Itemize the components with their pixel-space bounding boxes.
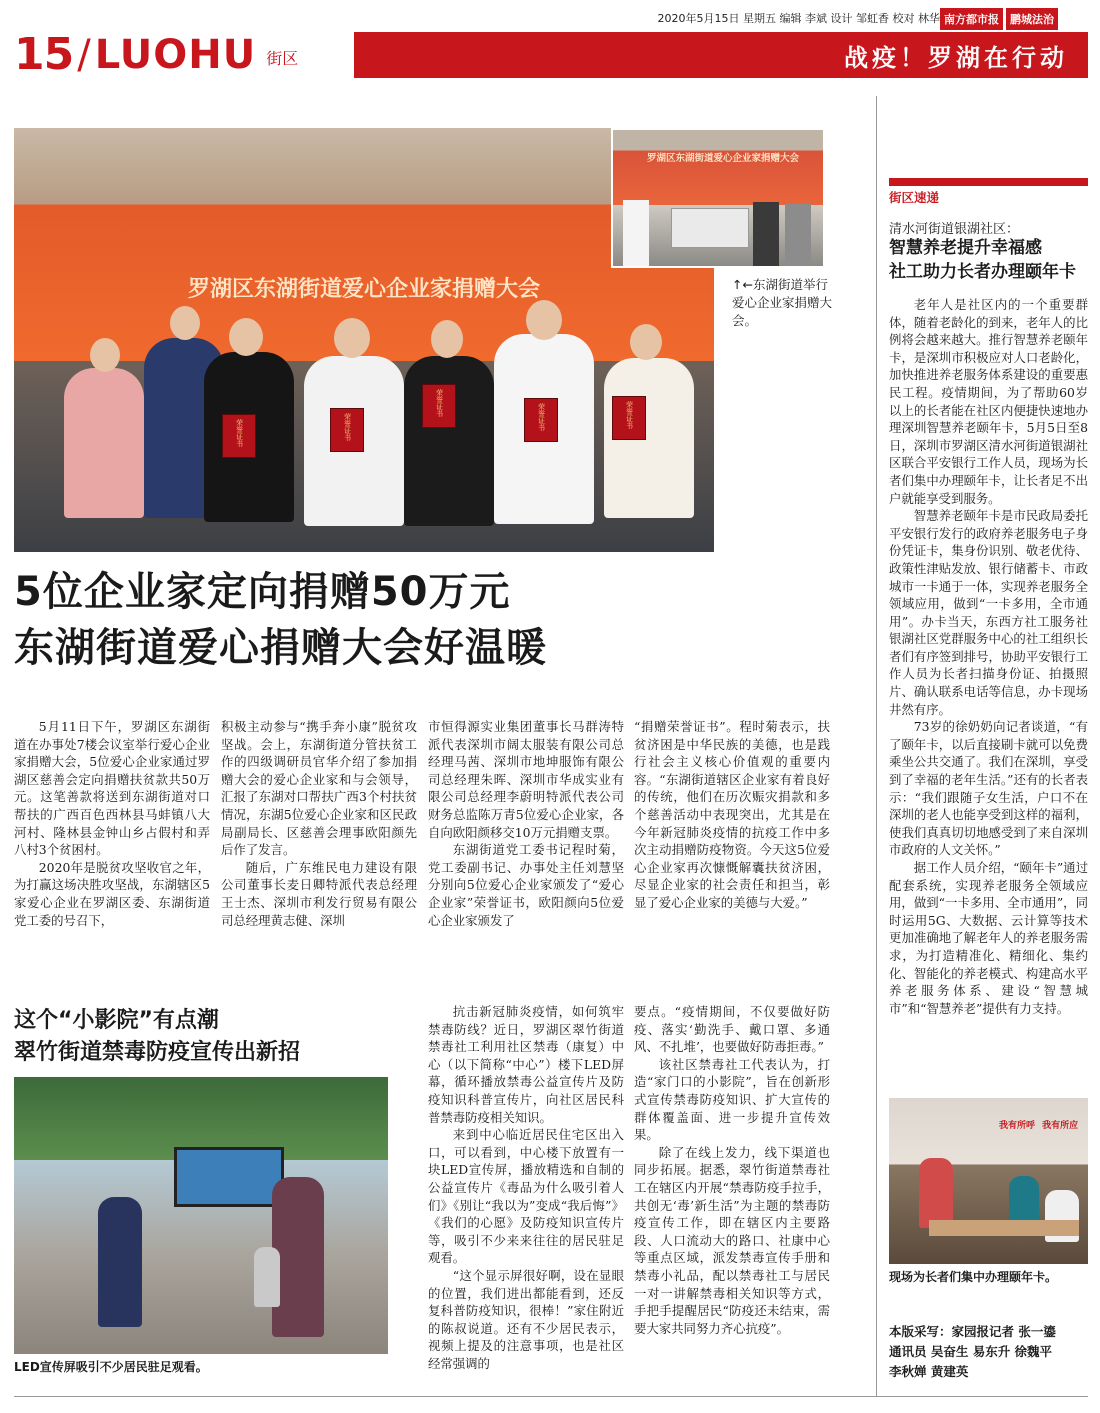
main-photo-donation-ceremony xyxy=(14,128,714,552)
photo-head xyxy=(170,306,200,340)
credits-line: 通讯员 吴奋生 易东升 徐魏平 xyxy=(889,1344,1053,1359)
photo-person xyxy=(98,1197,142,1327)
donation-check-board xyxy=(671,208,749,248)
led-screen xyxy=(174,1147,284,1207)
second-story-column-2 xyxy=(634,1003,830,1337)
paragraph: 积极主动参与“携手奔小康”脱贫攻坚战。会上，东湖街道分管扶贫工作的四级调研员官华介绍了参加捐赠大会的爱心企业家和与会领导，汇报了东湖对口帮扶广西3个村扶贫情况，东湖5位爱心企业家和区民政局副局长、区慈善会理事欧阳颜先后作了发言。 xyxy=(221,719,417,858)
paragraph: “这个显示屏很好啊，设在显眼的位置，我们进出都能看到，还反复科普防疫知识，很棒！”家住附近的陈叔说道。还有不少居民表示，视频上提及的注意事项，也是社区经常强调的 xyxy=(428,1267,624,1371)
section-name-cn: 街区 xyxy=(266,49,299,68)
paragraph: “捐赠荣誉证书”。程时菊表示，扶贫济困是中华民族的美德，也是践行社会主义核心价值观的重要内容。“东湖街道辖区企业家有着良好的传统，他们在历次赈灾捐款和多个慈善活动中表现突出，尤其是在今年新冠肺炎疫情的抗疫工作中多次主动捐赠防疫物资。今天这5位爱心企业家再次慷慨解囊扶贫济困，尽显企业家的社会责任和担当，彰显了爱心企业家的美德与大爱。” xyxy=(634,719,830,910)
paragraph: 2020年是脱贫攻坚收官之年，为打赢这场决胜攻坚战，东湖辖区5家爱心企业在罗湖区委、东湖街道党工委的号召下， xyxy=(14,859,210,928)
second-photo-caption: LED宣传屏吸引不少居民驻足观看。 xyxy=(14,1360,208,1374)
paragraph: 随后，广东维民电力建设有限公司董事长麦日卿特派代表总经理王士杰、深圳市利发行贸易有限公司总经理黄志健、深圳 xyxy=(221,859,417,928)
wall-sign xyxy=(999,1118,1085,1131)
main-story-column-1 xyxy=(14,718,210,929)
small-photo-caption: ↑←东湖街道举行爱心企业家捐赠大会。 xyxy=(732,277,833,328)
photo-person xyxy=(254,1247,280,1307)
paragraph: 73岁的徐奶奶向记者谈道，“有了颐年卡，以后直接刷卡就可以免费乘坐公共交通了。我们在深圳，享受到了幸福的老年生活。”还有的长者表示：“我们跟随子女生活，户口不在深圳的老人也能享受到这样的福利，使我们真真切切地感受到了来自深圳市政府的人文关怀。” xyxy=(889,719,1088,858)
small-photo-banner-text: 罗湖区东湖街道爱心企业家捐赠大会 xyxy=(646,153,799,164)
photo-person xyxy=(919,1158,953,1228)
photo-person xyxy=(404,356,494,526)
page-slash: / xyxy=(77,32,91,78)
photo-person xyxy=(753,202,779,266)
paragraph: 5月11日下午，罗湖区东湖街道在办事处7楼会议室举行爱心企业家捐赠大会，5位爱心企业家通过罗湖区慈善会定向捐赠扶贫款共50万元。这笔善款将送到东湖街道对口帮扶的广西百色西林县马蚌镇八大河村、隆林县金钟山乡占假村和弄八村3个贫困村。 xyxy=(14,719,210,858)
honor-certificate xyxy=(422,384,456,428)
honor-certificate xyxy=(330,408,364,452)
main-story-column-4 xyxy=(634,718,830,912)
paragraph: 来到中心临近居民住宅区出入口，可以看到，中心楼下放置有一块LED宣传屏，播放精选和自制的公益宣传片《毒品为什么吸引着人们》《别让“我以为”变成“我后悔”》《我们的心愿》及防疫知识宣传片等，吸引不少来来往往的居民驻足观看。 xyxy=(428,1127,624,1266)
brand-logo-main: 南方都市报 xyxy=(940,8,1003,30)
photo-person xyxy=(64,368,144,518)
paragraph: 智慧养老颐年卡是市民政局委托平安银行发行的政府养老服务电子身份凭证卡，集身份识别、敬老优待、政策性津贴发放、银行储蓄卡、市政城市一卡通于一体，实现养老服务全领域应用，做到“一卡多用，全市通用”。办卡当天，东西方社工服务社银湖社区党群服务中心的社工组织长者们有序签到排号，协助平安银行工作人员为长者扫描身份证、拍摄照片、确认联系电话等信息，办卡现场井然有序。 xyxy=(889,508,1088,717)
photo-person xyxy=(623,200,649,266)
photo-head xyxy=(90,338,120,372)
second-headline-line-1: 这个“小影院”有点潮 xyxy=(14,1008,219,1033)
honor-certificate xyxy=(222,414,256,458)
rail-headline-line-1: 智慧养老提升幸福感 xyxy=(889,238,1042,258)
certificate-label: 荣誉证书 xyxy=(235,419,244,447)
photo-led-screen-street xyxy=(14,1077,388,1354)
small-photo-check-presentation xyxy=(611,128,825,268)
main-story-column-3 xyxy=(428,718,624,929)
photo-seniors-card-registration xyxy=(889,1098,1088,1264)
paragraph: 除了在线上发力，线下渠道也同步拓展。据悉，翠竹街道禁毒社工在辖区内开展“禁毒防疫手拉手，共创无‘毒’新生活”为主题的禁毒防疫宣传工作，即在辖区内主要路段、人口流动大的路口、社康中心等重点区域，派发禁毒宣传手册和禁毒小礼品，配以禁毒社工与居民一对一讲解禁毒相关知识等方式，手把手提醒居民“防疫还未结束，需要大家共同努力齐心抗疫”。 xyxy=(634,1144,830,1336)
main-story-column-2 xyxy=(221,718,417,929)
wall-sign-text: 我有所呼 xyxy=(999,1121,1036,1131)
rail-section-label: 街区速递 xyxy=(889,190,940,205)
rail-headline-line-2: 社工助力长者办理颐年卡 xyxy=(889,262,1076,282)
header-red-band xyxy=(304,32,1088,78)
rail-story-body xyxy=(889,296,1088,1017)
second-headline-line-2: 翠竹街道禁毒防疫宣传出新招 xyxy=(14,1040,301,1065)
main-headline-line-2: 东湖街道爱心捐赠大会好温暖 xyxy=(14,625,547,671)
page-number: 15 xyxy=(14,29,74,80)
certificate-label: 荣誉证书 xyxy=(435,389,444,417)
honor-certificate xyxy=(524,398,558,442)
photo-banner-text: 罗湖区东湖街道爱心企业家捐赠大会 xyxy=(187,277,540,302)
rail-kicker: 清水河街道银湖社区： xyxy=(889,222,1020,237)
issue-meta-line: 2020年5月15日 星期五 编辑 李斌 设计 邹虹香 校对 林华 xyxy=(657,12,940,25)
paragraph: 要点。“疫情期间，不仅要做好防疫、落实‘勤洗手、戴口罩、多通风、不扎堆’，也要做好防毒拒毒。” xyxy=(634,1004,830,1055)
paragraph: 老年人是社区内的一个重要群体，随着老龄化的到来，老年人的比例将会越来越大。推行智慧养老颐年卡，是深圳市积极应对人口老龄化，加快推进养老服务体系建设的重要惠民工程。疫情期间，为了帮助60岁以上的长者能在社区内便捷快速地办理深圳智慧养老颐年卡，5月5日至8日，深圳市罗湖区清水河街道银湖社区联合平安银行工作人员，现场为长者们集中办理颐年卡，让长者足不出户就能享受到服务。 xyxy=(889,297,1088,506)
section-name-en: LUOHU xyxy=(94,32,257,78)
photo-table xyxy=(929,1220,1079,1236)
rail-accent-bar xyxy=(889,178,1088,186)
rail-photo-caption: 现场为长者们集中办理颐年卡。 xyxy=(889,1270,1058,1284)
credits-line: 李秋婵 黄建英 xyxy=(889,1364,969,1379)
section-header xyxy=(14,30,1088,78)
paragraph: 市恒得源实业集团董事长马群涛特派代表深圳市阔太服装有限公司总经理马茜、深圳市地坤服饰有限公司总经理朱晖、深圳市华成实业有限公司总经理李蔚明特派代表公司财务总监陈万青5位爱心企业家，各自向欧阳颜移交10万元捐赠支票。 xyxy=(428,719,624,840)
second-story-column-1 xyxy=(428,1003,624,1372)
certificate-label: 荣誉证书 xyxy=(625,401,634,429)
paragraph: 据工作人员介绍，“颐年卡”通过配套系统，实现养老服务全领域应用，做到“一卡多用、全市通用”，同时运用5G、大数据、云计算等技术更加准确地了解老年人的养老服务需求，为打造精准化、精细化、集约化、智能化的养老模式、构建高水平养老服务体系、建设“智慧城市”和“智慧养老”提供有力支持。 xyxy=(889,860,1088,1016)
brand-logo-sub: 鹏城法治 xyxy=(1006,8,1058,30)
certificate-label: 荣誉证书 xyxy=(343,413,352,441)
bottom-rule xyxy=(14,1396,1088,1397)
reporter-credits xyxy=(889,1322,1088,1382)
photo-person xyxy=(785,204,811,266)
column-divider xyxy=(876,96,877,1396)
header-page-label xyxy=(14,30,354,78)
photo-head xyxy=(630,324,662,360)
credits-line: 本版采写：家园报记者 张一鎏 xyxy=(889,1324,1056,1339)
masthead-brand xyxy=(940,8,1088,30)
header-slogan: 战疫！罗湖在行动 xyxy=(844,44,1068,72)
wall-sign-text: 我有所应 xyxy=(1042,1121,1079,1131)
photo-head xyxy=(229,318,263,356)
paragraph: 抗击新冠肺炎疫情，如何筑牢禁毒防线？近日，罗湖区翠竹街道禁毒社工利用社区禁毒（康复）中心（以下简称“中心”）楼下LED屏幕，循环播放禁毒公益宣传片及防疫知识科普宣传片，向社区居民科普禁毒防疫相关知识。 xyxy=(428,1004,624,1125)
honor-certificate xyxy=(612,396,646,440)
certificate-label: 荣誉证书 xyxy=(537,403,546,431)
main-headline-line-1: 5位企业家定向捐赠50万元 xyxy=(14,569,511,615)
paragraph: 该社区禁毒社工代表认为，打造“家门口的小影院”，旨在创新形式宣传禁毒防疫知识、扩大宣传的群体覆盖面、进一步提升宣传效果。 xyxy=(634,1056,830,1143)
photo-head xyxy=(334,318,370,358)
photo-head xyxy=(431,320,463,358)
paragraph: 东湖街道党工委书记程时菊，党工委副书记、办事处主任刘慧坚分别向5位爱心企业家颁发了“爱心企业家”荣誉证书，欧阳颜向5位爱心企业家颁发了 xyxy=(428,842,624,928)
photo-head xyxy=(526,300,562,340)
